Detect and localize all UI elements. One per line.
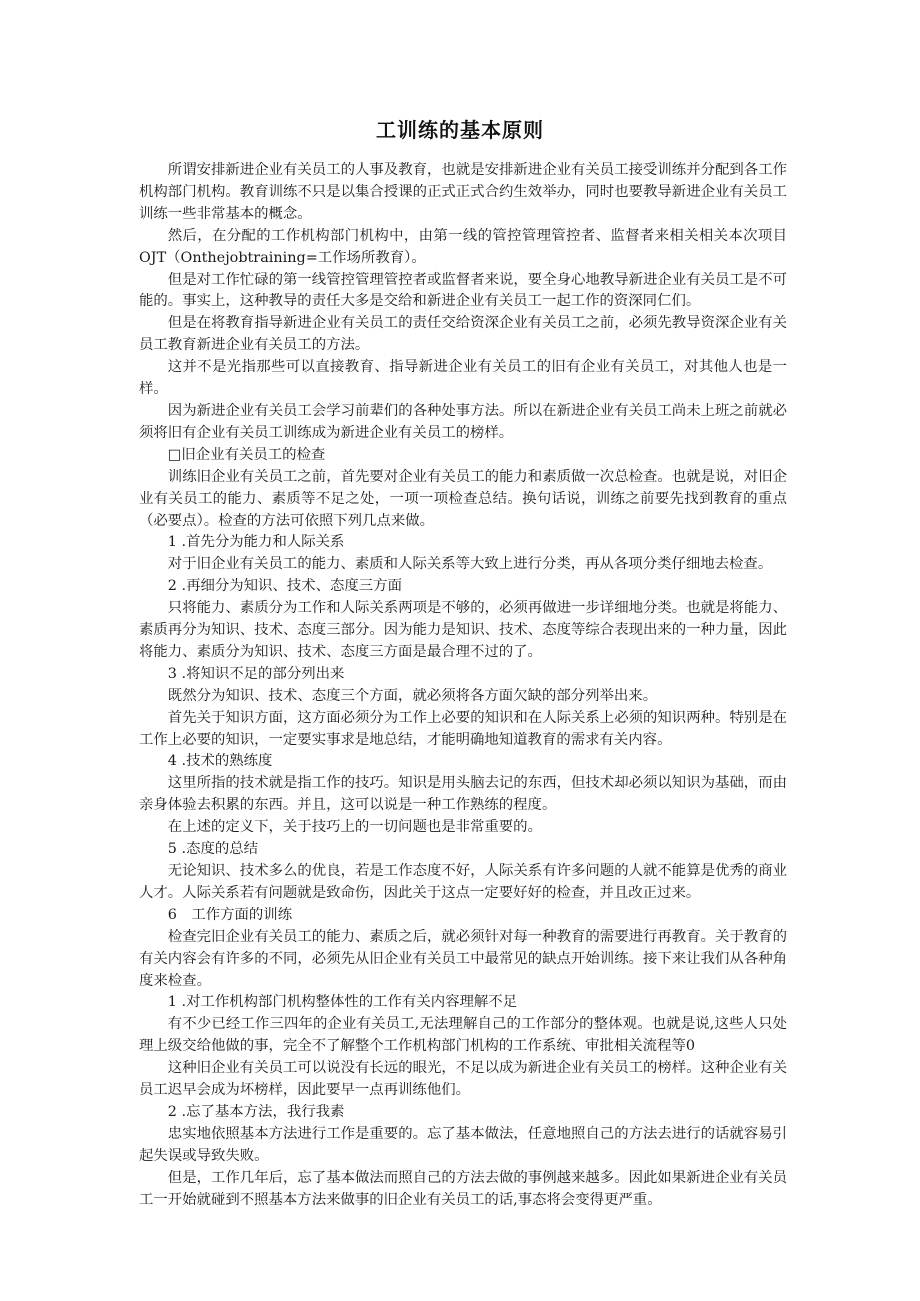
numbered-heading: 6 工作方面的训练	[167, 906, 293, 923]
paragraph: 所谓安排新进企业有关员工的人事及教育，也就是安排新进企业有关员工接受训练并分配到各工作机构部门机构。教育训练不只是以集合授课的正式正式合约生效举办，同时也要教导新进企业有关员工训练一些非常基本的概念。	[139, 162, 787, 222]
paragraph: 既然分为知识、技术、态度三个方面，就必须将各方面欠缺的部分列举出来。	[167, 687, 658, 704]
paragraph: 首先关于知识方面，这方面必须分为工作上必要的知识和在人际关系上必须的知识两种。特别是在工作上必要的知识，一定要实事求是地总结，才能明确地知道教育的需求有关内容。	[139, 709, 787, 748]
paragraph: 检查完旧企业有关员工的能力、素质之后，就必须针对每一种教育的需要进行再教育。关于教育的有关内容会有许多的不同，必须先从旧企业有关员工中最常见的缺点开始训练。接下来让我们从各种角度来检查。	[139, 928, 787, 989]
paragraph: 忠实地依照基本方法进行工作是重要的。忘了基本做法，任意地照自己的方法去进行的话就容易引起失误或导致失败。	[139, 1125, 787, 1164]
paragraph: 这里所指的技术就是指工作的技巧。知识是用头脑去记的东西，但技术却必须以知识为基础，而由亲身体验去积累的东西。并且，这可以说是一种工作熟练的程度。	[139, 775, 787, 814]
paragraph: 对于旧企业有关员工的能力、素质和人际关系等大致上进行分类，再从各项分类仔细地去检查。	[167, 556, 773, 573]
section-heading: □旧企业有关员工的检查	[167, 446, 326, 463]
paragraph: 无论知识、技术多么的优良，若是工作态度不好，人际关系有许多问题的人就不能算是优秀的商业人才。人际关系若有问题就是致命伤，因此关于这点一定要好好的检查，并且改正过来。	[139, 863, 787, 901]
paragraph: 训练旧企业有关员工之前，首先要对企业有关员工的能力和素质做一次总检查。也就是说，对旧企业有关员工的能力、素质等不足之处，一项一项检查总结。换句话说，训练之前要先找到教育的重点（必要点）。检查的方法可依照下列几点来做。	[139, 468, 787, 529]
numbered-heading: 3 .将知识不足的部分列出来	[167, 665, 345, 682]
document-title: 工训练的基本原则	[376, 118, 544, 142]
document-body	[139, 160, 787, 1212]
paragraph: 这种旧企业有关员工可以说没有长远的眼光，不足以成为新进企业有关员工的榜样。这种企业有关员工迟早会成为坏榜样，因此要早一点再训练他们。	[139, 1060, 787, 1099]
numbered-heading: 1 .首先分为能力和人际关系	[167, 534, 345, 551]
paragraph: 因为新进企业有关员工会学习前辈们的各种处事方法。所以在新进企业有关员工尚未上班之前就必须将旧有企业有关员工训练成为新进企业有关员工的榜样。	[139, 402, 787, 441]
paragraph: 但是，工作几年后，忘了基本做法而照自己的方法去做的事例越来越多。因此如果新进企业有关员工一开始就碰到不照基本方法来做事的旧企业有关员工的话,事态将会变得更严重。	[139, 1169, 787, 1208]
paragraph: 但是在将教育指导新进企业有关员工的责任交给资深企业有关员工之前，必须先教导资深企业有关员工教育新进企业有关员工的方法。	[139, 315, 787, 354]
numbered-heading: 2 .忘了基本方法，我行我素	[167, 1103, 345, 1120]
numbered-heading: 4 .技术的熟练度	[167, 753, 273, 770]
numbered-heading: 1 .对工作机构部门机构整体性的工作有关内容理解不足	[167, 994, 518, 1011]
paragraph: 只将能力、素质分为工作和人际关系两项是不够的，必须再做进一步详细地分类。也就是将能力、素质再分为知识、技术、态度三部分。因为能力是知识、技术、态度等综合表现出来的一种力量，因此将能力、素质分为知识、技术、态度三方面是最合理不过的了。	[139, 600, 787, 660]
paragraph: 这并不是光指那些可以直接教育、指导新进企业有关员工的旧有企业有关员工，对其他人也是一样。	[139, 359, 787, 398]
paragraph: 在上述的定义下，关于技巧上的一切问题也是非常重要的。	[167, 819, 542, 836]
numbered-heading: 5 .态度的总结	[167, 841, 259, 858]
paragraph: 有不少已经工作三四年的企业有关员工,无法理解自己的工作部分的整体观。也就是说,这些人只处理上级交给他做的事，完全不了解整个工作机构部门机构的工作系统、审批相关流程等0	[139, 1016, 787, 1055]
numbered-heading: 2 .再细分为知识、技术、态度三方面	[167, 578, 402, 595]
paragraph: 然后，在分配的工作机构部门机构中，由第一线的管控管理管控者、监督者来相关相关本次项目OJT（Onthejobtraining=工作场所教育）。	[139, 227, 787, 266]
paragraph: 但是对工作忙碌的第一线管控管理管控者或监督者来说，要全身心地教导新进企业有关员工是不可能的。事实上，这种教导的责任大多是交给和新进企业有关员工一起工作的资深同仁们。	[139, 271, 787, 310]
